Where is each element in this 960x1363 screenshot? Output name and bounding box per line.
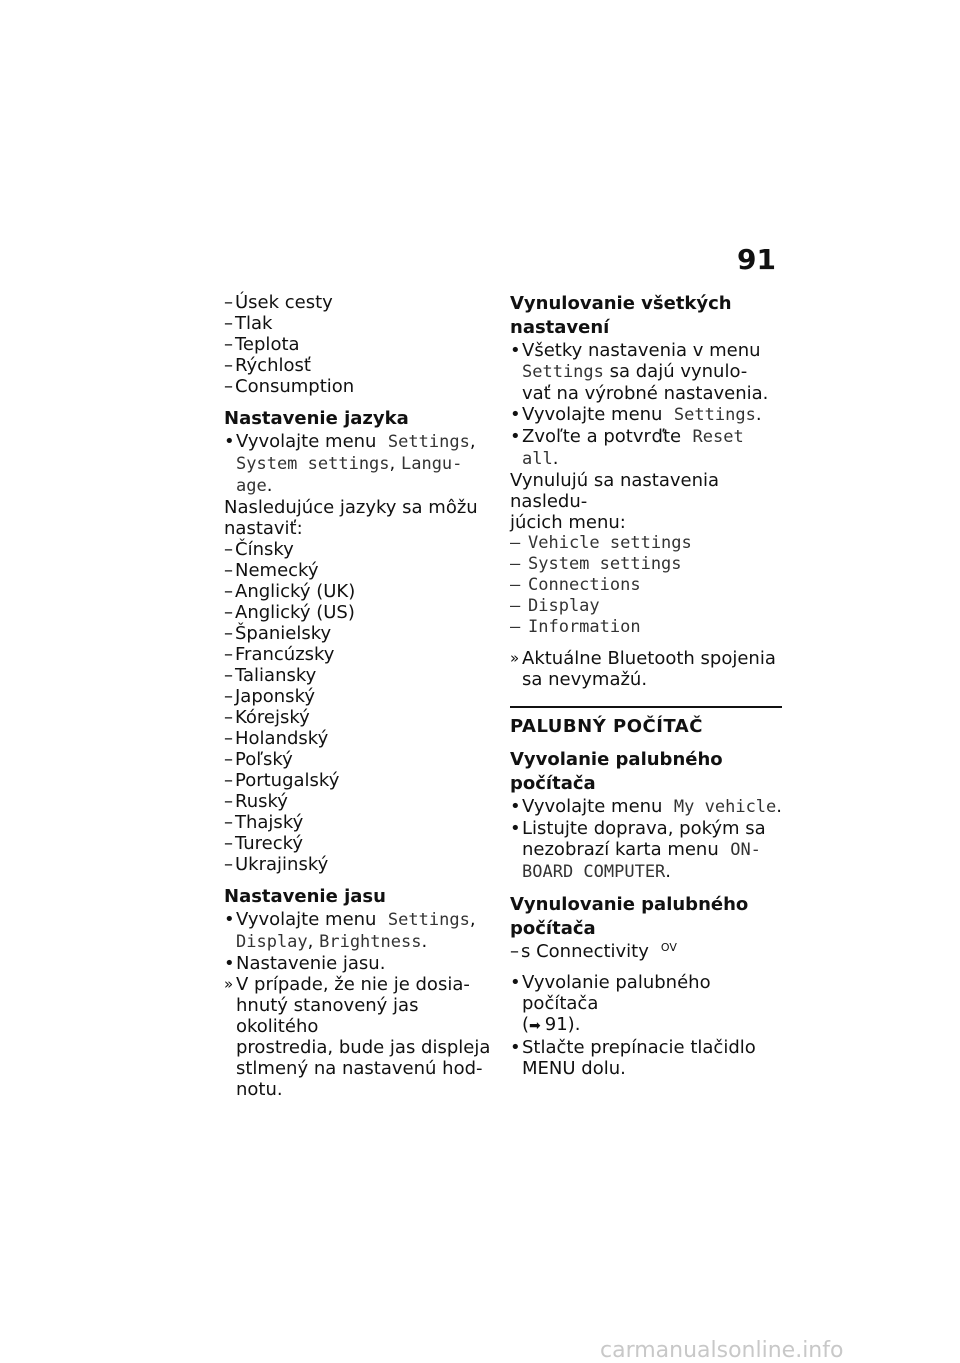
list-item: – Poľský: [224, 749, 492, 770]
list-item: – Úsek cesty: [224, 292, 492, 313]
menu-name: all: [522, 449, 553, 469]
zero-step-2: [510, 1037, 782, 1079]
reset-note-2: júcich menu:: [510, 512, 626, 533]
condition-text: s Connectivity: [521, 941, 649, 962]
menu-name: My vehicle: [673, 797, 777, 817]
list-item: – Nemecký: [224, 560, 492, 581]
list-item: – Čínsky: [224, 539, 492, 560]
list-item: – Information: [510, 617, 782, 638]
list-item: – Thajský: [224, 812, 492, 833]
language-list: [224, 539, 492, 875]
reset-step-2: • Vyvolajte menu Settings.: [510, 404, 782, 426]
list-item: – Španielsky: [224, 623, 492, 644]
list-item: – Francúzsky: [224, 644, 492, 665]
step-text: • Listujte doprava, pokým sa: [522, 818, 766, 839]
menu-name: Settings: [387, 910, 470, 930]
brightness-heading: Nastavenie jasu: [224, 886, 386, 907]
step-text: Vyvolajte menu: [236, 909, 377, 930]
result-line: sa nevymažú.: [522, 669, 648, 690]
result-line: » V prípade, že nie je dosia-: [236, 974, 470, 995]
language-note-2: nastaviť:: [224, 518, 303, 539]
step-text: Vyvolajte menu: [236, 431, 377, 452]
reset-menu-list: [510, 533, 782, 638]
list-item: – Kórejský: [224, 707, 492, 728]
result-line: notu.: [236, 1079, 283, 1100]
language-note-1: Nasledujúce jazyky sa môžu: [224, 497, 478, 518]
list-item: – Turecký: [224, 833, 492, 854]
result-line: stlmený na nastavenú hod-: [236, 1058, 483, 1079]
step-text: • Vyvolanie palubného počítača: [522, 972, 711, 1014]
result-line: » Aktuálne Bluetooth spojenia: [522, 648, 776, 669]
language-step: • Vyvolajte menu Settings, System settings, Langu- age.: [224, 431, 492, 497]
menu-name: Settings: [522, 362, 604, 382]
zero-step-1: • Vyvolanie palubného počítača (➡ 91).: [510, 972, 782, 1037]
page-reference-arrow-icon: ➡: [529, 1018, 541, 1034]
step-text: Zvoľte a potvrďte: [522, 426, 682, 447]
list-item: – Tlak: [224, 313, 492, 334]
list-item: – Holandský: [224, 728, 492, 749]
menu-name: Reset: [692, 427, 744, 447]
page-reference[interactable]: 91).: [544, 1014, 581, 1035]
watermark: carmanualsonline.info: [600, 1338, 844, 1363]
reset-heading: [510, 292, 782, 340]
call-heading: Vyvolanie palubného počítača: [510, 749, 723, 794]
menu-name: Settings: [387, 432, 470, 452]
menu-name: Langu-: [400, 454, 463, 474]
reset-step-1: [510, 340, 782, 404]
list-item: – System settings: [510, 554, 782, 575]
intro-list: [224, 292, 492, 397]
list-item: – Portugalský: [224, 770, 492, 791]
brightness-step-1: • Vyvolajte menu Settings, Display, Brightness.: [224, 909, 492, 953]
optional-equipment-mark: OV: [660, 941, 677, 954]
menu-name: ON-: [730, 840, 761, 860]
list-item: – Teplota: [224, 334, 492, 355]
list-item: – Display: [510, 596, 782, 617]
step-text: vať na výrobné nastavenia.: [522, 383, 769, 404]
step-text: MENU dolu.: [522, 1058, 626, 1079]
menu-name: Brightness: [319, 932, 422, 952]
menu-name: BOARD COMPUTER: [522, 862, 666, 882]
list-item: – Ruský: [224, 791, 492, 812]
heading-line: Vynulovanie palubného: [510, 894, 749, 915]
heading-line: Vynulovanie všetkých: [510, 293, 732, 314]
list-item: – Vehicle settings: [510, 533, 782, 554]
step-text: sa dajú vynulo-: [609, 361, 748, 382]
list-item: – Taliansky: [224, 665, 492, 686]
language-heading: Nastavenie jazyka: [224, 408, 409, 429]
list-item: – Anglický (US): [224, 602, 492, 623]
heading-line: počítača: [510, 918, 596, 939]
step-text: Vyvolajte menu: [522, 796, 663, 817]
step-text: nezobrazí karta menu: [522, 839, 719, 860]
heading-line: nastavení: [510, 317, 610, 338]
connectivity-condition: [510, 941, 782, 962]
list-item: – Japonský: [224, 686, 492, 707]
result-line: prostredia, bude jas displeja: [236, 1037, 491, 1058]
brightness-result: [224, 974, 492, 1100]
section-divider: [510, 706, 782, 738]
call-step-2: • Listujte doprava, pokým sa nezobrazí karta menu ON- BOARD COMPUTER.: [510, 818, 782, 883]
reset-note-1: Vynulujú sa nastavenia nasledu-: [510, 470, 720, 512]
list-item: – Connections: [510, 575, 782, 596]
result-line: hnutý stanovený jas okolitého: [236, 995, 419, 1037]
right-column: [510, 292, 782, 1079]
page-number: 91: [737, 243, 776, 276]
list-item: – Rýchlosť: [224, 355, 492, 376]
call-step-1: • Vyvolajte menu My vehicle.: [510, 796, 782, 818]
brightness-step-2: • Nastavenie jasu.: [224, 953, 492, 974]
reset-step-3: • Zvoľte a potvrďte Reset all.: [510, 426, 782, 470]
zero-heading: [510, 893, 782, 941]
reset-result: [510, 648, 782, 690]
menu-name: System settings: [236, 454, 390, 474]
step-text: • Stlačte prepínacie tlačidlo: [522, 1037, 756, 1058]
step-text: Vyvolajte menu: [522, 404, 663, 425]
list-item: – Anglický (UK): [224, 581, 492, 602]
list-item: – Ukrajinský: [224, 854, 492, 875]
section-title: PALUBNÝ POČÍTAČ: [510, 716, 703, 737]
menu-name: Display: [236, 932, 308, 952]
list-item: – Consumption: [224, 376, 492, 397]
menu-name: age: [236, 476, 267, 496]
menu-name: Settings: [673, 405, 756, 425]
step-text: • Všetky nastavenia v menu: [522, 340, 761, 361]
left-column: [224, 292, 492, 1100]
